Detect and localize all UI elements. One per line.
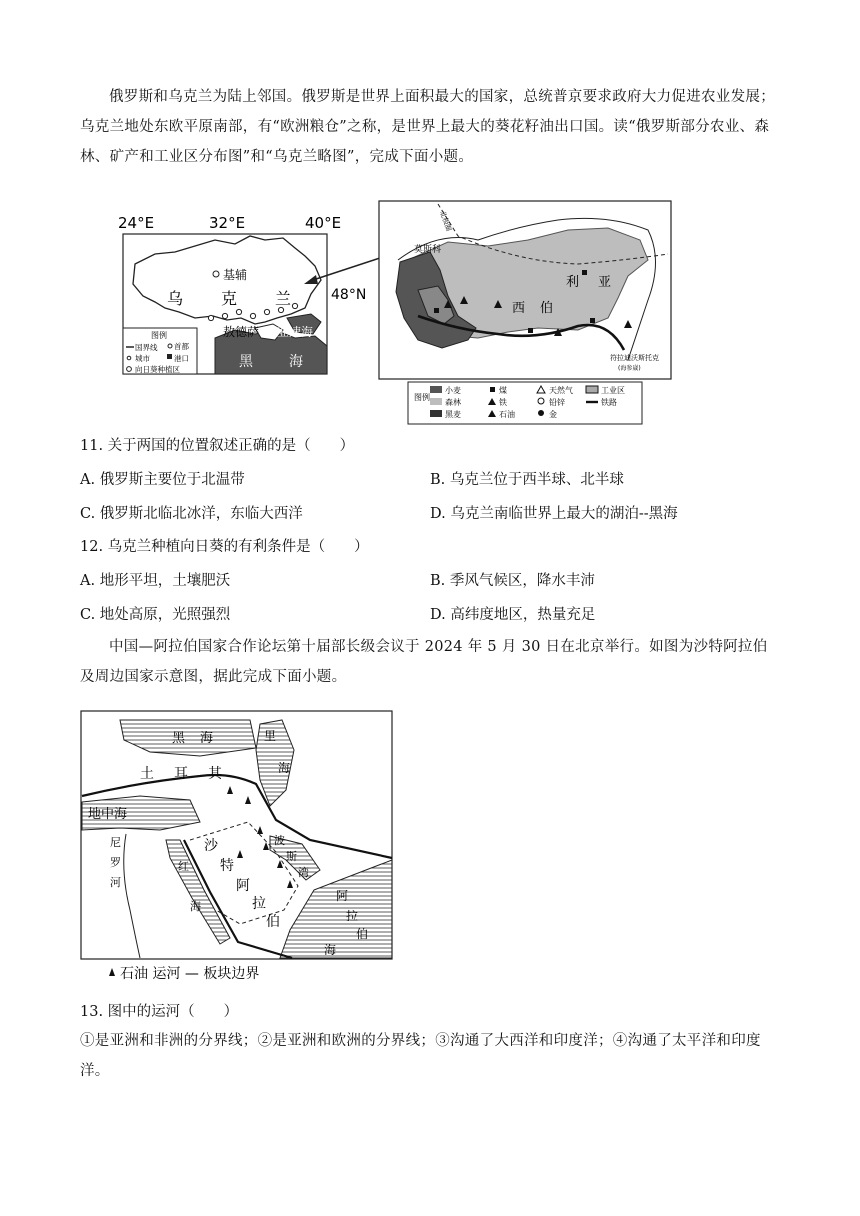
svg-text:伯: 伯 <box>356 927 369 941</box>
svg-text:黑: 黑 <box>172 731 186 746</box>
q13-description: ①是亚洲和非洲的分界线；②是亚洲和欧洲的分界线；③沟通了大西洋和印度洋；④沟通了太平洋和印度洋。 <box>80 1033 761 1079</box>
svg-text:北极圈: 北极圈 <box>438 209 453 233</box>
svg-text:石油: 石油 <box>499 410 515 419</box>
q12-option-b[interactable]: B. 季风气候区，降水丰沛 <box>430 573 595 589</box>
svg-text:煤: 煤 <box>499 386 507 395</box>
russia-map <box>378 200 673 426</box>
pointer-arrow <box>300 255 385 290</box>
svg-text:特: 特 <box>220 858 234 874</box>
svg-text:伯: 伯 <box>540 301 554 316</box>
svg-text:地中海: 地中海 <box>88 807 128 822</box>
svg-text:海: 海 <box>190 900 201 913</box>
svg-text:海: 海 <box>324 943 337 957</box>
svg-text:首都: 首都 <box>174 342 189 351</box>
svg-text:红: 红 <box>178 860 189 873</box>
intro-paragraph-2: 中国—阿拉伯国家合作论坛第十届部长级会议于 2024 年 5 月 30 日在北京举行。如图为沙特阿拉伯及周边国家示意图，据此完成下面小题。 <box>80 639 768 685</box>
q11-option-d[interactable]: D. 乌克兰南临世界上最大的湖泊--黑海 <box>430 506 678 522</box>
svg-text:符拉迪沃斯托克: 符拉迪沃斯托克 <box>610 354 659 362</box>
svg-text:黑麦: 黑麦 <box>445 410 461 419</box>
q11-stem: 11. 关于两国的位置叙述正确的是（ ） <box>80 438 355 454</box>
svg-text:利: 利 <box>566 275 580 290</box>
svg-text:工业区: 工业区 <box>601 386 625 395</box>
svg-text:森林: 森林 <box>445 398 461 407</box>
q11-option-b[interactable]: B. 乌克兰位于西半球、北半球 <box>430 472 624 488</box>
lon-label-40: 40°E <box>305 214 342 232</box>
ukraine-map <box>115 206 380 376</box>
svg-text:土: 土 <box>140 766 154 782</box>
odesa-label: 敖德萨 <box>223 325 260 339</box>
lat-label: 48°N <box>331 287 367 303</box>
arabia-map <box>80 710 395 985</box>
svg-text:城市: 城市 <box>135 354 150 363</box>
country-label-2: 克 <box>221 289 238 308</box>
svg-text:小麦: 小麦 <box>445 386 461 395</box>
q11-option-c[interactable]: C. 俄罗斯北临北冰洋，东临大西洋 <box>80 506 303 522</box>
intro-paragraph-1: 俄罗斯和乌克兰为陆上邻国。俄罗斯是世界上面积最大的国家，总统普京要求政府大力促进农业发展；乌克兰地处东欧平原南部，有“欧洲粮仓”之称，是世界上最大的葵花籽油出口国。读“俄罗斯部分农业、森林、矿产和工业区分布图”和“乌克兰略图”，完成下面小题。 <box>80 89 775 165</box>
svg-text:港口: 港口 <box>174 354 189 363</box>
svg-text:沙: 沙 <box>204 838 218 854</box>
svg-text:海: 海 <box>200 731 214 746</box>
svg-text:金: 金 <box>549 410 557 419</box>
svg-text:拉: 拉 <box>346 909 359 923</box>
lon-label-32: 32°E <box>209 214 246 232</box>
svg-text:(海参崴): (海参崴) <box>618 365 641 372</box>
svg-text:铅锌: 铅锌 <box>549 398 565 407</box>
svg-text:拉: 拉 <box>252 896 266 912</box>
q12-stem: 12. 乌克兰种植向日葵的有利条件是（ ） <box>80 539 369 555</box>
svg-text:尼: 尼 <box>110 836 121 849</box>
svg-text:斯: 斯 <box>286 850 297 863</box>
q11-option-a[interactable]: A. 俄罗斯主要位于北温带 <box>80 472 245 488</box>
svg-text:铁路: 铁路 <box>601 398 617 407</box>
svg-text:亚: 亚 <box>598 275 612 290</box>
svg-text:海: 海 <box>278 761 291 775</box>
lon-label-24: 24°E <box>118 214 155 232</box>
q13-stem: 13. 图中的运河（ ） <box>80 1004 239 1020</box>
country-label-1: 乌 <box>167 289 184 308</box>
svg-text:罗: 罗 <box>110 856 121 869</box>
svg-text:国界线: 国界线 <box>135 343 158 352</box>
ua-legend-title: 图例 <box>151 331 167 340</box>
kyiv-marker <box>213 271 219 277</box>
q12-option-a[interactable]: A. 地形平坦，土壤肥沃 <box>80 573 231 589</box>
kyiv-label: 基辅 <box>223 268 248 282</box>
country-label-3: 兰 <box>275 289 292 308</box>
svg-text:波: 波 <box>274 834 285 847</box>
azov-label: 亚速海 <box>277 325 314 339</box>
black-sea-label-1: 黑 <box>239 354 253 370</box>
q12-option-d[interactable]: D. 高纬度地区，热量充足 <box>430 607 596 623</box>
moscow-label: 莫斯科 <box>414 245 442 255</box>
svg-text:铁: 铁 <box>499 398 507 407</box>
svg-text:图例: 图例 <box>414 393 430 402</box>
svg-text:向日葵种植区: 向日葵种植区 <box>135 365 180 374</box>
black-sea-label-2: 海 <box>289 354 303 370</box>
svg-text:耳: 耳 <box>174 766 188 782</box>
svg-text:其: 其 <box>208 766 222 782</box>
svg-text:湾: 湾 <box>298 866 309 879</box>
svg-text:里: 里 <box>264 729 277 743</box>
q12-option-c[interactable]: C. 地处高原，光照强烈 <box>80 607 231 623</box>
svg-text:天然气: 天然气 <box>549 386 573 395</box>
svg-text:河: 河 <box>110 876 121 889</box>
arabia-legend: 石油 运河 — 板块边界 <box>120 966 260 982</box>
svg-text:阿: 阿 <box>336 889 349 903</box>
svg-text:伯: 伯 <box>266 914 280 930</box>
svg-text:西: 西 <box>512 301 526 316</box>
svg-text:阿: 阿 <box>236 878 250 894</box>
